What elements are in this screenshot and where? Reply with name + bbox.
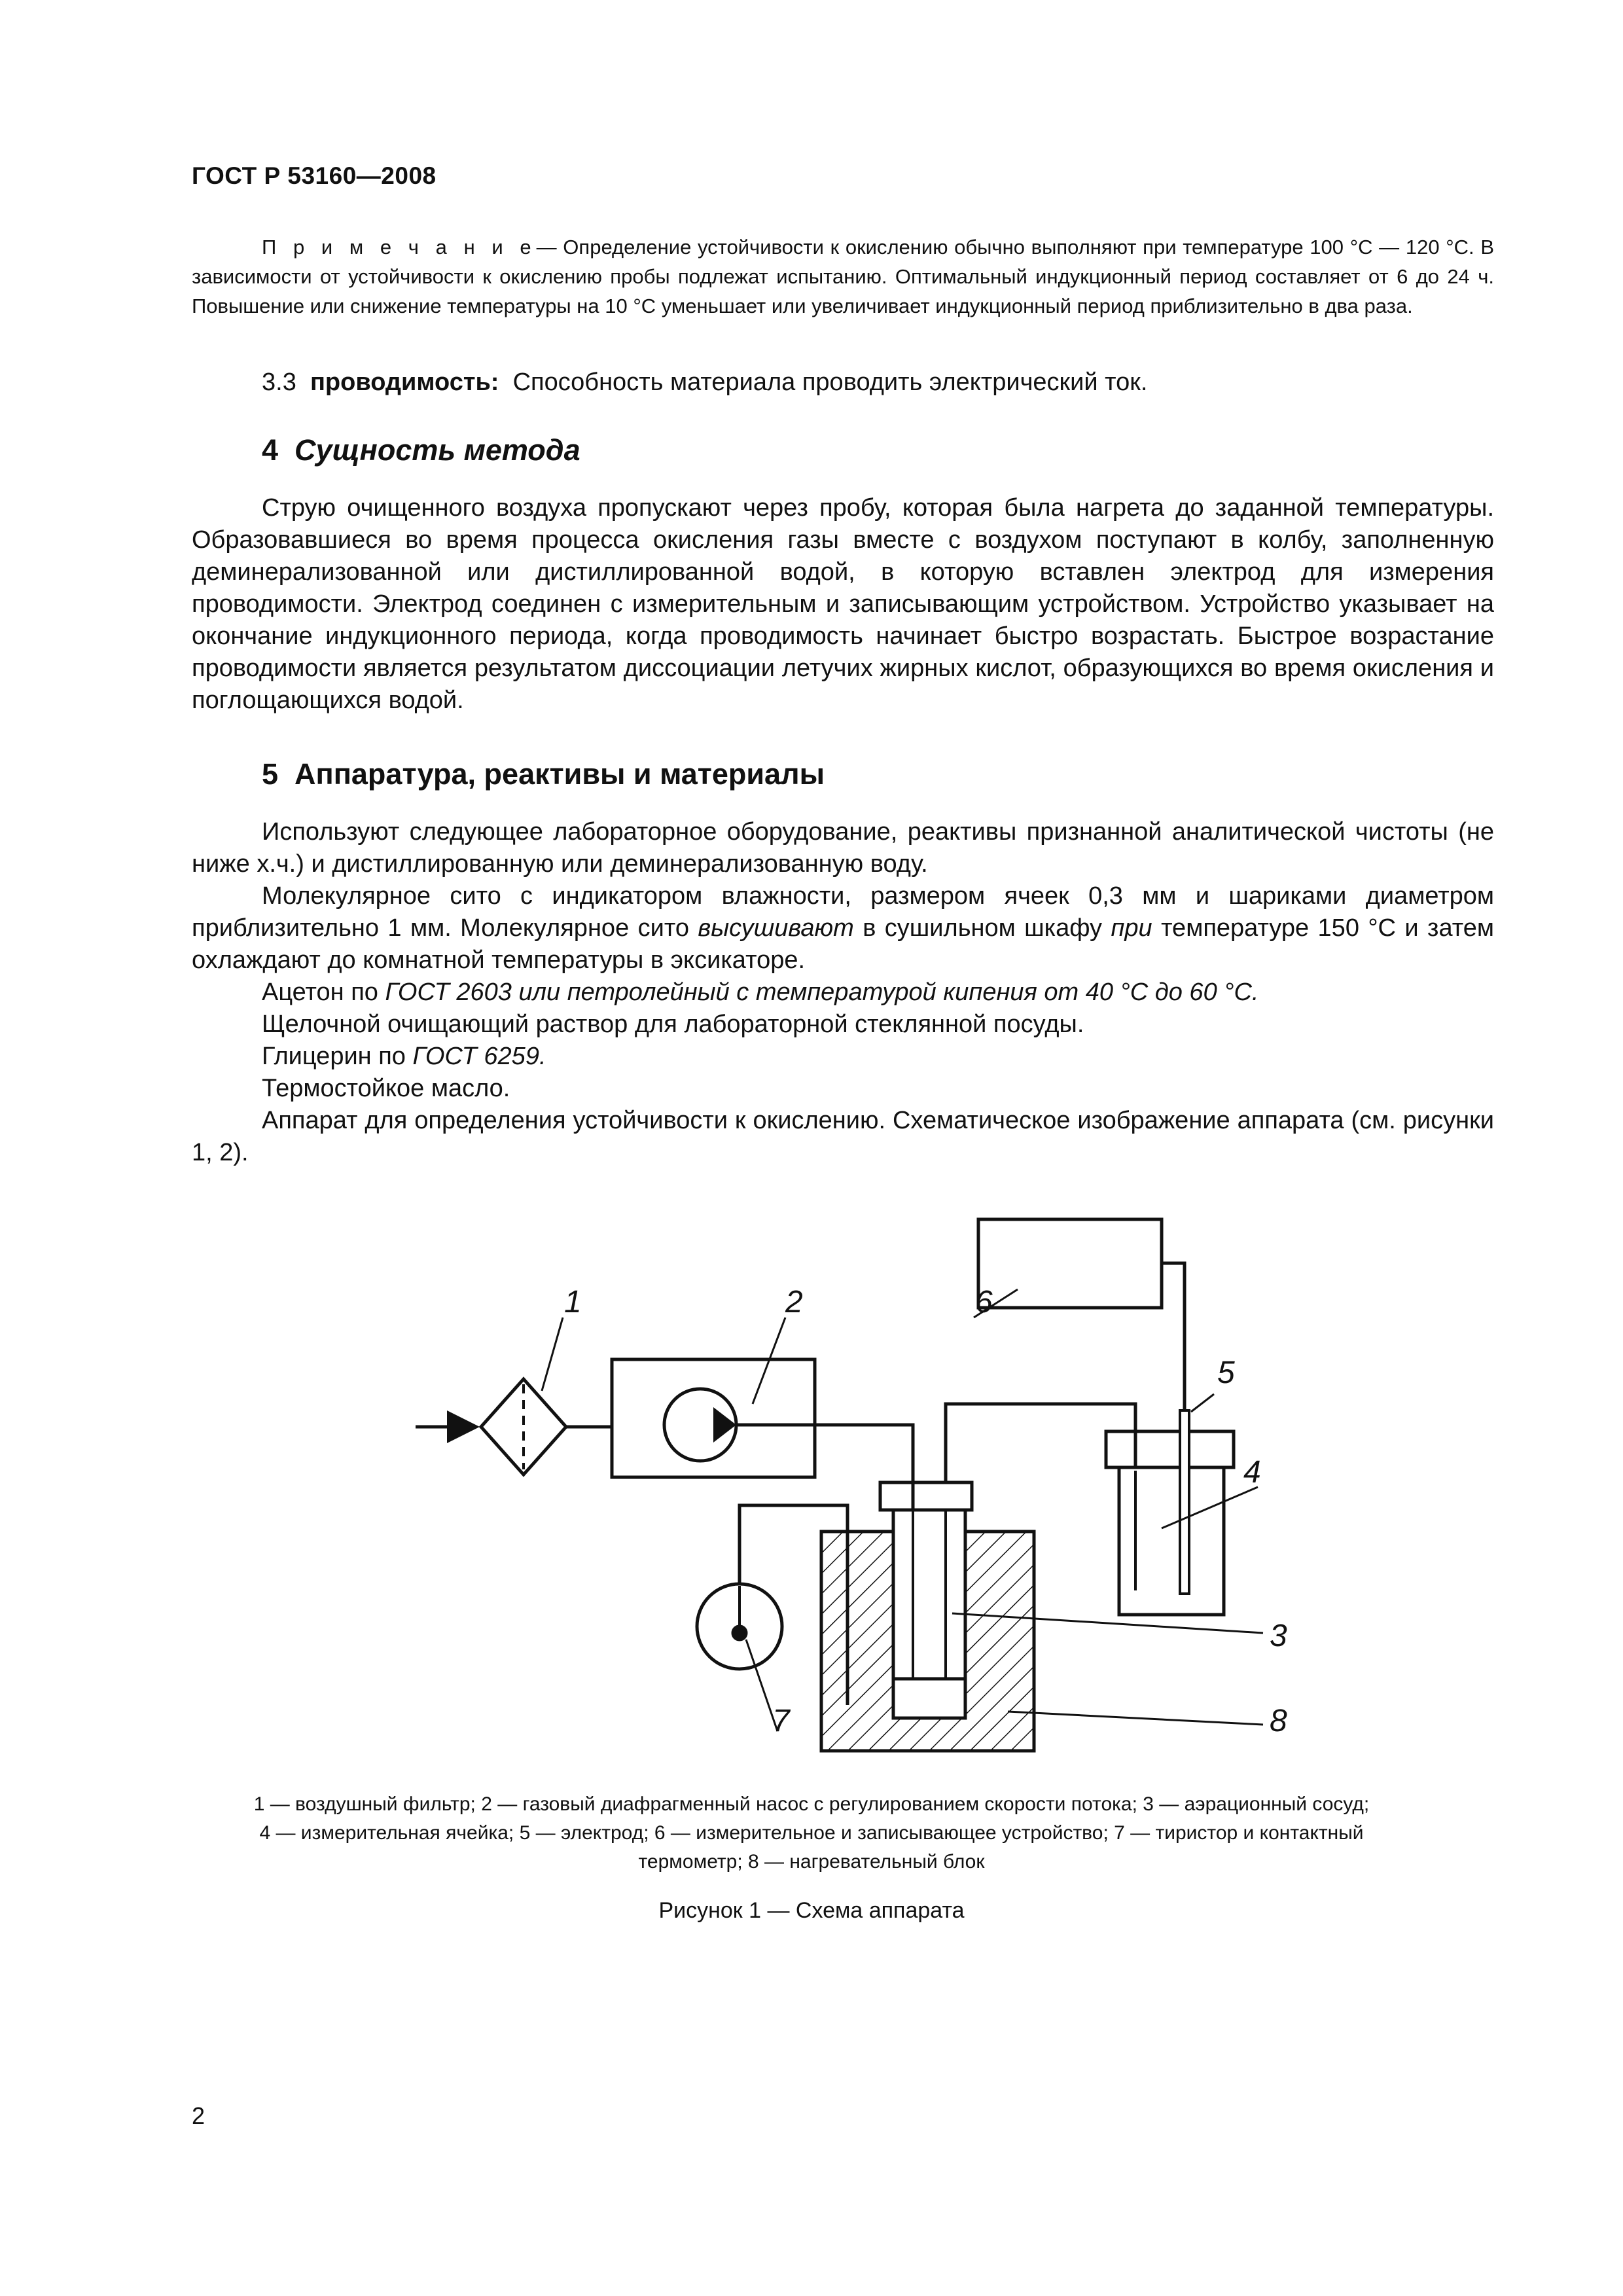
note-paragraph bbox=[192, 232, 1494, 321]
section-4-text: Струю очищенного воздуха пропускают через пробу, которая была нагрета до заданной температуры. Образовавшиеся во время процесса окисления газы вместе с воздухом поступают в колбу, заполненную деминерализованной или дистиллированной водой, в которую вставлен электрод для измерения проводимости. Электрод соединен с измерительным и записывающим устройством. Устройство указывает на окончание индукционного периода, когда проводимость начинает быстро возрастать. Быстрое возрастание проводимости является результатом диссоциации летучих жирных кислот, образующихся во время окисления и поглощающихся водой. bbox=[192, 494, 1494, 714]
diaphragm-pump bbox=[612, 1359, 815, 1477]
apparatus-diagram bbox=[393, 1208, 1322, 1784]
label-6: 6 bbox=[975, 1285, 993, 1319]
section-5-title: Аппаратура, реактивы и материалы bbox=[294, 757, 825, 791]
section-5-body bbox=[192, 816, 1494, 1169]
recording-device bbox=[978, 1219, 1162, 1308]
contact-thermometer bbox=[697, 1584, 782, 1669]
section-5-p4: Щелочной очищающий раствор для лабораторной стеклянной посуды. bbox=[262, 1011, 1084, 1038]
air-filter bbox=[481, 1379, 566, 1475]
note-label: П р и м е ч а н и е bbox=[262, 236, 537, 259]
section-5-p3: Ацетон по ГОСТ 2603 или петролейный с температурой кипения от 40 °С до 60 °С. bbox=[262, 978, 1259, 1006]
term-3-3 bbox=[192, 367, 1494, 399]
label-3: 3 bbox=[1270, 1619, 1287, 1653]
section-5-p2: Молекулярное сито с индикатором влажности, размером ячеек 0,3 мм и шариками диаметром приблизительно 1 мм. Молекулярное сито высушивают в сушильном шкафу при температуре 150 °С и затем охлаждают до комнатной температуры в эксикаторе. bbox=[192, 882, 1495, 974]
measurement-cell bbox=[1106, 1431, 1234, 1615]
section-4-title: Сущность метода bbox=[294, 433, 580, 467]
label-1: 1 bbox=[564, 1285, 582, 1319]
note-text: — Определение устойчивости к окислению обычно выполняют при температуре 100 °С — 120 °С. В зависимости от устойчивости к окислению пробы подлежат испытанию. Оптимальный индукционный период составляет от 6 до 24 ч. Повышение или снижение температуры на 10 °С уменьшает или увеличивает индукционный период приблизительно в два раза. bbox=[192, 236, 1495, 317]
document-header: ГОСТ Р 53160—2008 bbox=[192, 162, 437, 189]
label-5: 5 bbox=[1217, 1355, 1235, 1390]
term-definition: Способность материала проводить электрический ток. bbox=[512, 368, 1148, 396]
section-5-number: 5 bbox=[262, 757, 279, 791]
section-5-p5: Глицерин по ГОСТ 6259. bbox=[262, 1043, 546, 1070]
label-2: 2 bbox=[785, 1285, 803, 1319]
term-number: 3.3 bbox=[262, 368, 296, 396]
section-4-heading bbox=[262, 433, 580, 467]
legend-line-2: 4 — измерительная ячейка; 5 — электрод; 6 — измерительное и записывающее устройство; 7 — тиристор и контактный bbox=[259, 1822, 1364, 1844]
section-5-heading bbox=[262, 757, 825, 791]
legend-line-3: термометр; 8 — нагревательный блок bbox=[638, 1851, 985, 1873]
section-5-p1: Используют следующее лабораторное оборудование, реактивы признанной аналитической чистоты (не ниже х.ч.) и дистиллированную или деминерализованную воду. bbox=[192, 818, 1494, 878]
label-8: 8 bbox=[1270, 1704, 1287, 1738]
section-5-p6: Термостойкое масло. bbox=[262, 1075, 510, 1102]
figure-legend bbox=[216, 1790, 1407, 1876]
section-4-number: 4 bbox=[262, 433, 279, 467]
electrode bbox=[1180, 1410, 1189, 1594]
label-7: 7 bbox=[772, 1704, 790, 1738]
figure-title: Рисунок 1 — Схема аппарата bbox=[658, 1898, 965, 1923]
section-5-p7: Аппарат для определения устойчивости к окислению. Схематическое изображение аппарата (см. рисунки 1, 2). bbox=[192, 1107, 1494, 1166]
aeration-vessel bbox=[880, 1482, 972, 1718]
term-name: проводимость: bbox=[310, 368, 499, 396]
section-4-body bbox=[192, 492, 1494, 717]
label-4: 4 bbox=[1243, 1455, 1261, 1490]
page-number: 2 bbox=[192, 2102, 205, 2129]
legend-line-1: 1 — воздушный фильтр; 2 — газовый диафрагменный насос с регулированием скорости потока; 3 — аэрационный сосуд; bbox=[253, 1793, 1370, 1815]
